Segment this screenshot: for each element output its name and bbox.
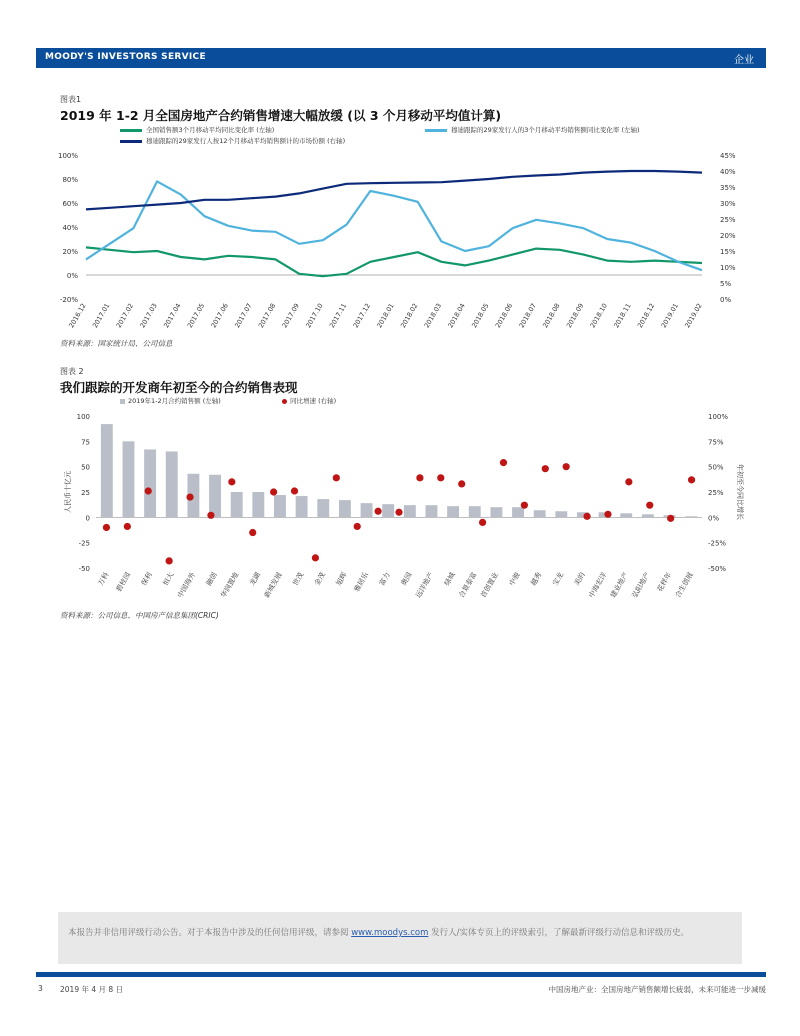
bar-contract-sales	[231, 492, 243, 517]
bar-contract-sales	[404, 505, 416, 517]
y-right-tick-label: 100%	[708, 413, 729, 421]
dot-yoy-growth	[416, 474, 423, 481]
bar-contract-sales	[339, 500, 351, 517]
x-tick-label: 2019.01	[659, 302, 681, 330]
y-right-tick-label: 15%	[720, 248, 736, 256]
dot-yoy-growth	[124, 523, 131, 530]
x-category-label: 越秀	[529, 571, 544, 588]
x-tick-label: 2017.06	[209, 302, 230, 330]
bar-contract-sales	[534, 510, 546, 517]
x-category-label: 弘阳地产	[630, 571, 652, 600]
x-category-label: 碧桂园	[114, 571, 133, 594]
figure1-source: 资料来源：国家统计局、公司信息	[60, 339, 173, 348]
dot-yoy-growth	[604, 511, 611, 518]
y-left-tick-label: 100	[76, 413, 90, 421]
x-tick-label: 2018.09	[564, 302, 586, 330]
x-tick-label: 2016.12	[67, 302, 88, 330]
x-category-label: 富力	[377, 571, 392, 588]
x-category-label: 远洋地产	[414, 571, 436, 600]
x-category-label: 龙湖	[248, 571, 263, 588]
y-left-tick-label: 0	[85, 514, 90, 523]
x-tick-label: 2017.04	[162, 302, 183, 330]
bar-contract-sales	[123, 441, 135, 517]
x-tick-label: 2018.08	[541, 302, 562, 330]
legend-label: 同比增速 (右轴)	[290, 397, 337, 405]
x-category-label: 万科	[96, 571, 111, 588]
moodys-link[interactable]: www.moodys.com	[351, 928, 429, 938]
x-category-label: 宝龙	[551, 571, 566, 588]
dot-yoy-growth	[395, 509, 402, 516]
bar-contract-sales	[620, 513, 632, 517]
dot-yoy-growth	[249, 529, 256, 536]
bar-contract-sales	[555, 511, 567, 517]
x-category-label: 绿城	[442, 571, 457, 588]
y-right-tick-label: 45%	[720, 152, 736, 160]
x-category-label: 雅居乐	[352, 571, 371, 594]
bar-contract-sales	[209, 475, 221, 518]
x-tick-label: 2017.07	[233, 302, 254, 330]
x-category-label: 奥园	[399, 571, 414, 588]
dot-yoy-growth	[625, 478, 632, 485]
x-tick-label: 2018.01	[375, 302, 396, 330]
y-right-tick-label: -50%	[708, 565, 727, 573]
dot-yoy-growth	[458, 480, 465, 487]
bar-contract-sales	[317, 499, 329, 517]
x-tick-label: 2018.06	[493, 302, 515, 330]
bar-contract-sales	[447, 506, 459, 517]
y-right-tick-label: 50%	[708, 463, 724, 472]
bar-contract-sales	[469, 506, 481, 517]
bar-contract-sales	[252, 492, 264, 517]
figure2-source: 资料来源：公司信息、中国房产信息集团(CRIC)	[60, 611, 219, 620]
y-left-tick-label: 20%	[62, 248, 78, 256]
dot-yoy-growth	[291, 487, 298, 494]
x-tick-label: 2018.11	[612, 302, 633, 330]
dot-yoy-growth	[521, 502, 528, 509]
legend-label: 2019年1-2月合约销售额 (左轴)	[128, 397, 221, 405]
disclaimer-text-part: 本报告并非信用评级行动公告。对于本报告中涉及的任何信用评级，请参阅	[68, 928, 352, 938]
report-title: 中国房地产业：全国房地产销售额增长疲弱，未来可能进一步减缓	[548, 985, 766, 994]
bar-contract-sales	[512, 507, 524, 517]
y-left-tick-label: 0%	[66, 272, 78, 280]
y-left-axis-title: 人民币十亿元	[64, 471, 72, 513]
y-left-tick-label: 40%	[62, 224, 78, 232]
x-category-label: 合生创展	[673, 571, 695, 600]
dot-yoy-growth	[583, 513, 590, 520]
x-category-label: 新城发展	[262, 571, 284, 600]
y-left-tick-label: 25	[81, 489, 90, 497]
dot-yoy-growth	[166, 557, 173, 564]
x-tick-label: 2017.05	[185, 302, 207, 330]
dot-yoy-growth	[500, 459, 507, 466]
bar-contract-sales	[274, 495, 286, 517]
x-tick-label: 2018.03	[422, 302, 444, 330]
dot-yoy-growth	[312, 554, 319, 561]
x-category-label: 中国海外	[176, 571, 198, 600]
disclaimer-text	[68, 926, 740, 940]
x-category-label: 世茂	[291, 571, 306, 588]
x-tick-label: 2017.12	[351, 302, 373, 330]
bar-contract-sales	[382, 504, 394, 517]
x-tick-label: 2018.04	[446, 302, 467, 330]
x-category-label: 中海宏洋	[587, 571, 609, 600]
y-right-tick-label: 0%	[720, 296, 732, 304]
x-category-label: 旭辉	[334, 571, 349, 588]
x-category-label: 建业地产	[609, 571, 630, 600]
x-category-label: 美的	[572, 571, 587, 588]
x-category-label: 中骏	[507, 571, 522, 588]
x-category-label: 恒大	[161, 571, 176, 588]
y-left-tick-label: 80%	[62, 176, 78, 184]
y-right-tick-label: -25%	[708, 539, 727, 548]
dot-yoy-growth	[667, 515, 674, 522]
y-left-tick-label: 75	[81, 438, 90, 447]
x-tick-label: 2017.02	[114, 302, 136, 330]
y-right-tick-label: 40%	[720, 168, 736, 176]
x-tick-label: 2018.07	[517, 302, 538, 330]
bar-contract-sales	[296, 496, 308, 517]
y-right-tick-label: 75%	[708, 438, 724, 447]
x-tick-label: 2017.01	[91, 302, 112, 330]
y-right-tick-label: 35%	[720, 184, 736, 192]
dot-yoy-growth	[228, 478, 235, 485]
y-right-axis-title: 年初至今同比增长	[736, 464, 744, 520]
report-date: 2019 年 4 月 8 日	[60, 985, 124, 994]
x-tick-label: 2017.08	[256, 302, 278, 330]
x-tick-label: 2017.10	[304, 302, 325, 330]
y-right-tick-label: 30%	[720, 200, 736, 208]
dot-yoy-growth	[270, 488, 277, 495]
y-right-tick-label: 25%	[708, 489, 724, 497]
x-tick-label: 2019.02	[683, 302, 704, 330]
y-left-tick-label: -25	[78, 539, 90, 548]
y-left-tick-label: -20%	[59, 296, 78, 304]
dot-yoy-growth	[354, 523, 361, 530]
x-tick-label: 2018.10	[588, 302, 609, 330]
dot-yoy-growth	[186, 493, 193, 500]
bar-contract-sales	[166, 451, 178, 517]
bar-contract-sales	[144, 449, 156, 517]
legend-label: 穆迪跟踪的29家发行人的3个月移动平均销售额同比变化率 (左轴)	[451, 126, 640, 134]
dot-yoy-growth	[437, 474, 444, 481]
disclaimer-text-part: 发行人/实体专页上的评级索引，了解最新评级行动信息和评级历史。	[428, 928, 689, 938]
dot-yoy-growth	[103, 524, 110, 531]
x-tick-label: 2018.02	[399, 302, 420, 330]
bar-contract-sales	[426, 505, 438, 517]
dot-yoy-growth	[563, 463, 570, 470]
y-right-tick-label: 10%	[720, 264, 736, 272]
bar-contract-sales	[642, 514, 654, 517]
x-category-label: 保利	[139, 571, 154, 588]
dot-yoy-growth	[479, 519, 486, 526]
x-tick-label: 2017.09	[280, 302, 301, 330]
y-left-tick-label: -50	[78, 565, 90, 573]
dot-yoy-growth	[207, 512, 214, 519]
x-category-label: 融创	[204, 571, 219, 588]
footer-bar	[36, 972, 766, 977]
x-category-label: 合景泰富	[457, 571, 479, 600]
x-category-label: 首创置业	[479, 571, 501, 600]
y-right-tick-label: 5%	[720, 280, 732, 288]
figure2-title: 我们跟踪的开发商年初至今的合约销售表现	[60, 380, 298, 395]
x-category-label: 花样年	[655, 571, 674, 594]
page-number: 3	[38, 984, 43, 993]
x-tick-label: 2018.12	[635, 302, 657, 330]
dot-yoy-growth	[542, 465, 549, 472]
x-category-label: 华润置地	[219, 571, 241, 600]
x-category-label: 金茂	[313, 571, 327, 588]
bar-contract-sales	[361, 503, 373, 517]
y-left-tick-label: 100%	[57, 152, 78, 160]
bar-contract-sales	[490, 507, 502, 517]
y-right-tick-label: 20%	[720, 232, 736, 240]
legend-label: 全国销售额3个月移动平均同比变化率 (左轴)	[146, 126, 275, 134]
y-left-tick-label: 60%	[62, 200, 78, 208]
bar-contract-sales	[101, 424, 113, 517]
dot-yoy-growth	[375, 508, 382, 515]
figure1-title: 2019 年 1-2 月全国房地产合约销售增速大幅放缓 (以 3 个月移动平均值计算)	[60, 108, 502, 123]
x-tick-label: 2018.05	[470, 302, 491, 330]
y-left-tick-label: 50	[81, 463, 90, 472]
y-right-tick-label: 25%	[720, 216, 736, 224]
x-tick-label: 2017.11	[327, 302, 349, 330]
dot-yoy-growth	[688, 476, 695, 483]
figure1-label: 图表1	[60, 95, 82, 104]
section-label: 企业	[734, 55, 754, 66]
y-right-tick-label: 0%	[708, 514, 720, 523]
dot-yoy-growth	[646, 502, 653, 509]
legend-label: 穆迪跟踪的29家发行人按12个月移动平均销售额计的市场份额 (右轴)	[146, 137, 346, 145]
dot-yoy-growth	[333, 474, 340, 481]
figure2-label: 图表 2	[60, 367, 84, 376]
dot-yoy-growth	[145, 487, 152, 494]
brand-name: MOODY'S INVESTORS SERVICE	[45, 52, 206, 62]
x-tick-label: 2017.03	[138, 302, 159, 330]
